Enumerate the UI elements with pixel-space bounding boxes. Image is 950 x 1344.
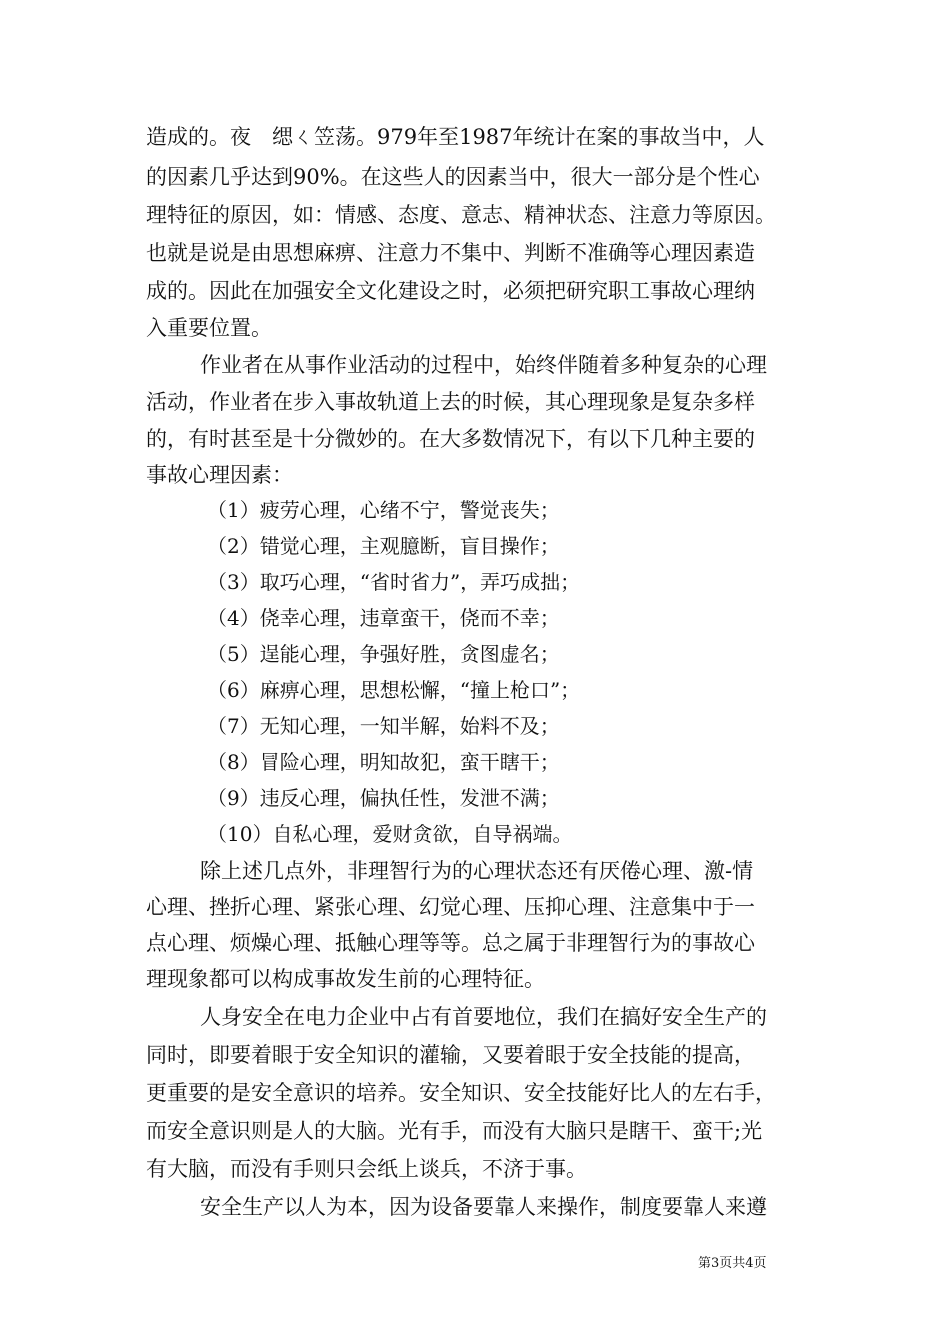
text-line: 活动，作业者在步入事故轨道上去的时候，其心理现象是复杂多样 bbox=[146, 390, 755, 414]
text-line: 除上述几点外，非理智行为的心理状态还有厌倦心理、激-情 bbox=[200, 859, 754, 883]
list-item: （7）无知心理，一知半解，始料不及； bbox=[207, 714, 560, 738]
text-line: 心理、挫折心理、紧张心理、幻觉心理、压抑心理、注意集中于一 bbox=[146, 895, 755, 919]
text-line: 的因素几乎达到90%。在这些人的因素当中，很大一部分是个性心 bbox=[146, 165, 760, 189]
text-line: 作业者在从事作业活动的过程中，始终伴随着多种复杂的心理 bbox=[200, 353, 767, 377]
list-item: （6）麻痹心理，思想松懈，“撞上枪口”； bbox=[207, 678, 581, 702]
text-line: 而安全意识则是人的大脑。光有手，而没有大脑只是瞎干、蛮干;光 bbox=[146, 1119, 763, 1143]
text-line: 造成的。夜 缌ㄑ笠荡。979年至1987年统计在案的事故当中，人 bbox=[146, 125, 765, 149]
text-line: 同时，即要着眼于安全知识的灌输，又要着眼于安全技能的提高， bbox=[146, 1043, 755, 1067]
page-number: 第3页共4页 bbox=[698, 1256, 767, 1271]
text-line: 入重要位置。 bbox=[146, 316, 272, 340]
text-line: 的，有时甚至是十分微妙的。在大多数情况下，有以下几种主要的 bbox=[146, 427, 755, 451]
list-item: （4）侥幸心理，违章蛮干，侥而不幸； bbox=[207, 606, 560, 630]
text-line: 理现象都可以构成事故发生前的心理特征。 bbox=[146, 967, 545, 991]
text-line: 安全生产以人为本，因为设备要靠人来操作，制度要靠人来遵 bbox=[200, 1195, 767, 1219]
list-item: （8）冒险心理，明知故犯，蛮干瞎干； bbox=[207, 750, 560, 774]
text-line: 理特征的原因，如：情感、态度、意志、精神状态、注意力等原因。 bbox=[146, 203, 776, 227]
text-line: 成的。因此在加强安全文化建设之时，必须把研究职工事故心理纳 bbox=[146, 279, 755, 303]
text-line: 也就是说是由思想麻痹、注意力不集中、判断不准确等心理因素造 bbox=[146, 241, 755, 265]
text-line: 人身安全在电力企业中占有首要地位，我们在搞好安全生产的 bbox=[200, 1005, 767, 1029]
list-item: （1）疲劳心理，心绪不宁，警觉丧失； bbox=[207, 498, 560, 522]
text-line: 事故心理因素： bbox=[146, 463, 293, 487]
text-line: 有大脑，而没有手则只会纸上谈兵，不济于事。 bbox=[146, 1157, 587, 1181]
list-item: （2）错觉心理，主观臆断，盲目操作； bbox=[207, 534, 560, 558]
text-line: 点心理、烦燥心理、抵触心理等等。总之属于非理智行为的事故心 bbox=[146, 931, 755, 955]
text-line: 更重要的是安全意识的培养。安全知识、安全技能好比人的左右手， bbox=[146, 1081, 776, 1105]
list-item: （5）逞能心理，争强好胜，贪图虚名； bbox=[207, 642, 560, 666]
list-item: （10）自私心理，爱财贪欲，自导祸端。 bbox=[207, 822, 573, 846]
list-item: （9）违反心理，偏执任性，发泄不满； bbox=[207, 786, 560, 810]
list-item: （3）取巧心理，“省时省力”，弄巧成拙； bbox=[207, 570, 581, 594]
